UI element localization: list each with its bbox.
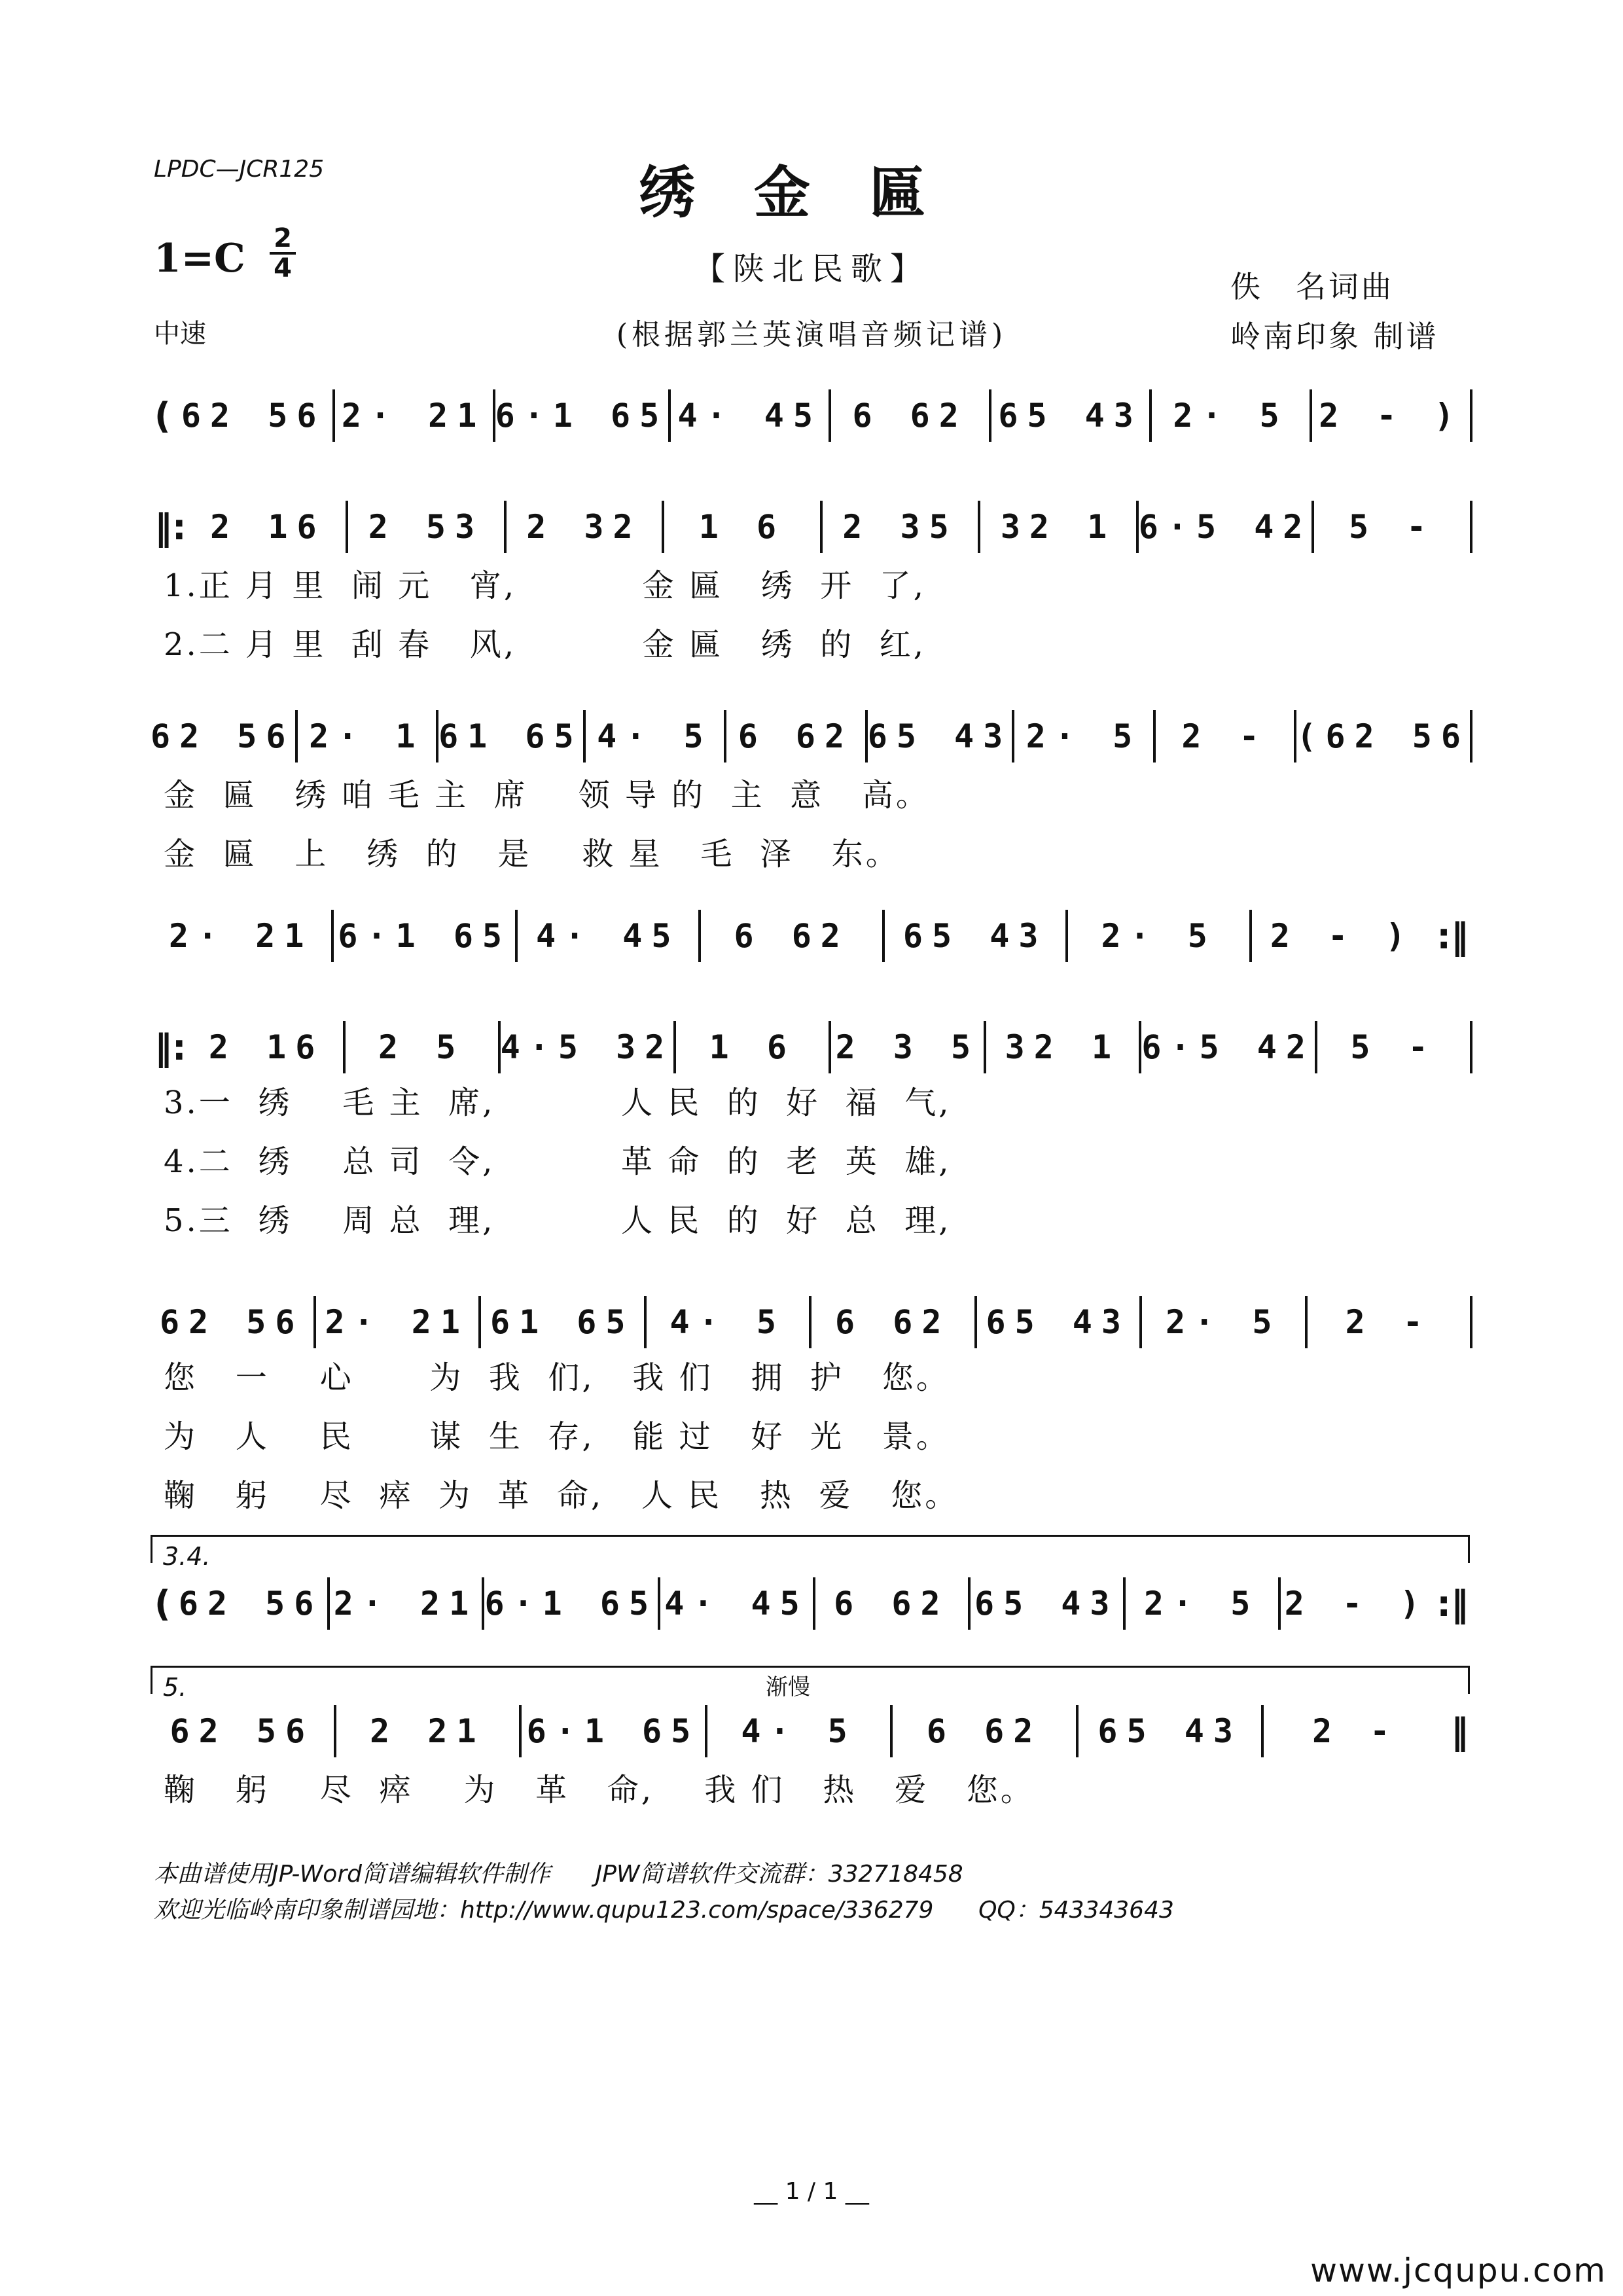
measure: 6 62 <box>738 717 854 755</box>
page-title: 绣金匾 <box>639 160 984 226</box>
barline <box>1470 1021 1472 1073</box>
measure: (62 56 <box>1296 717 1470 755</box>
measure: 2· 5 <box>1101 917 1217 955</box>
barline <box>1470 389 1472 442</box>
watermark-site: www.jcqupu.com <box>1310 2251 1607 2289</box>
notation-line <box>151 1574 1472 1633</box>
lyric-line: 金 匾 绣 咱 毛 主 席 领 导 的 主 意 高。 <box>164 777 930 814</box>
score-system <box>151 1574 1472 1633</box>
volta-bracket: 5. <box>151 1666 1470 1694</box>
measure: 6·5 42 <box>1138 508 1312 546</box>
notation-line <box>151 497 1472 556</box>
measure: 4· 5 <box>669 1303 785 1341</box>
time-signature: 2 4 <box>270 226 296 281</box>
measure: 6 62 <box>834 1585 950 1623</box>
notation-line <box>151 386 1472 445</box>
arranger-credit: 岭南印象 制谱 <box>1230 319 1439 354</box>
notation-line <box>151 1702 1472 1761</box>
measure: 2 3 5 <box>835 1028 980 1066</box>
measure: 32 1 <box>1005 1028 1121 1066</box>
measure: 1 6 <box>709 1028 796 1066</box>
measure: 2 - ) <box>1284 1585 1429 1623</box>
measure: 2· 5 <box>1166 1303 1281 1341</box>
measure: 2· 1 <box>309 717 425 755</box>
volta-bracket: 3.4. <box>151 1535 1470 1563</box>
measure: 6 62 <box>926 1712 1043 1750</box>
measure: 2 - <box>1345 1303 1432 1341</box>
lyrics-block <box>151 556 1472 674</box>
barline <box>1470 1296 1472 1348</box>
lyric-line: 1.正 月 里 闹 元 宵, 金 匾 绣 开 了, <box>164 567 927 604</box>
measure: 5 - <box>1350 1028 1437 1066</box>
measure: 4· 5 <box>597 717 713 755</box>
footer-website-note: 欢迎光临岭南印象制谱园地：http://www.qupu123.com/space/336279 QQ：543343643 <box>154 1897 1174 1924</box>
measure: 62 56 <box>159 1303 304 1341</box>
key-signature: 1=C <box>154 236 245 281</box>
measure: 2 16 <box>208 1028 325 1066</box>
measure: 61 65 <box>490 1303 635 1341</box>
notation-line <box>151 906 1472 965</box>
lyrics-block <box>151 766 1472 884</box>
measure: 2 - ) <box>1270 917 1415 955</box>
measure: 6·1 65 <box>338 917 512 955</box>
measure: 2· 21 <box>168 917 313 955</box>
score-system <box>151 1293 1472 1352</box>
notation-line <box>151 1018 1472 1077</box>
barline <box>1470 710 1472 762</box>
end-barline: ‖ <box>1451 1710 1469 1752</box>
measure: 2 35 <box>842 508 958 546</box>
lyric-line: 2.二 月 里 刮 春 风, 金 匾 绣 的 红, <box>164 626 927 663</box>
measure: 2 - ) <box>1319 397 1463 435</box>
end-barline: :‖ <box>1436 1583 1469 1624</box>
ritardando-marking: 渐慢 <box>766 1674 810 1700</box>
measure: 65 43 <box>998 397 1143 435</box>
measure: 6 62 <box>835 1303 951 1341</box>
genre-label: 【陕北民歌】 <box>693 251 929 287</box>
measure: 62 56 <box>151 717 295 755</box>
measure: 4· 5 <box>741 1712 857 1750</box>
measure: 6·5 42 <box>1141 1028 1315 1066</box>
lyrics-block <box>151 1348 1472 1525</box>
repeat-open: ( <box>154 1583 171 1624</box>
measure: 2· 21 <box>341 397 486 435</box>
lyric-line: 鞠 躬 尽 瘁 为 革 命, 人 民 热 爱 您。 <box>164 1477 959 1514</box>
measure: 6·1 65 <box>495 397 669 435</box>
measure: 65 43 <box>867 717 1012 755</box>
score-system <box>151 386 1472 445</box>
measure: 65 43 <box>986 1303 1130 1341</box>
measure: 2· 21 <box>325 1303 469 1341</box>
lyric-line: 4.二 绣 总 司 令, 革 命 的 老 英 雄, <box>164 1143 952 1180</box>
measure: 2 53 <box>368 508 484 546</box>
measure: 2 5 <box>378 1028 465 1066</box>
score-system <box>151 1702 1472 1761</box>
page-number: __ 1 / 1 __ <box>754 2178 869 2205</box>
lyric-line: 为 人 民 谋 生 存, 能 过 好 光 景。 <box>164 1418 950 1455</box>
score-system <box>151 707 1472 766</box>
lyric-line: 金 匾 上 绣 的 是 救 星 毛 泽 东。 <box>164 836 900 872</box>
measure: 2 - <box>1181 717 1268 755</box>
measure: 4· 45 <box>664 1585 809 1623</box>
lyric-line: 3.一 绣 毛 主 席, 人 民 的 好 福 气, <box>164 1085 952 1121</box>
score-system <box>151 906 1472 965</box>
composer-credit: 佚 名词曲 <box>1230 269 1394 304</box>
measure: 6 62 <box>852 397 968 435</box>
measure: 65 43 <box>902 917 1048 955</box>
measure: 2· 5 <box>1026 717 1142 755</box>
measure: 4·5 32 <box>500 1028 674 1066</box>
lyrics-block <box>151 1761 1472 1820</box>
measure: 62 56 <box>169 1712 315 1750</box>
measure: 2· 5 <box>1173 397 1289 435</box>
measure: 2· 21 <box>333 1585 478 1623</box>
measure: 32 1 <box>1000 508 1116 546</box>
score-system <box>151 497 1472 556</box>
measure: 65 43 <box>974 1585 1119 1623</box>
measure: 2 21 <box>370 1712 486 1750</box>
score-code: LPDC—JCR125 <box>154 156 325 183</box>
measure: 62 56 <box>178 1585 323 1623</box>
end-barline: :‖ <box>1436 915 1469 957</box>
measure: 6·1 65 <box>526 1712 700 1750</box>
measure: 61 65 <box>438 717 583 755</box>
repeat-open: ‖: <box>154 1026 187 1068</box>
tempo-label: 中速 <box>154 319 206 349</box>
lyric-line: 您 一 心 为 我 们, 我 们 拥 护 您。 <box>164 1359 950 1396</box>
measure: 2 - <box>1312 1712 1399 1750</box>
source-note: (根据郭兰英演唱音频记谱) <box>616 318 1007 351</box>
measure: 4· 45 <box>535 917 681 955</box>
measure: 4· 45 <box>677 397 822 435</box>
measure: 1 6 <box>698 508 786 546</box>
score-system <box>151 1018 1472 1077</box>
notation-line <box>151 707 1472 766</box>
measure: 62 56 <box>181 397 326 435</box>
measure: 65 43 <box>1097 1712 1242 1750</box>
repeat-open: ‖: <box>154 506 187 548</box>
barline <box>1470 501 1472 553</box>
lyrics-block <box>151 1073 1472 1250</box>
measure: 2 32 <box>526 508 642 546</box>
repeat-open: ( <box>154 395 171 437</box>
notation-line <box>151 1293 1472 1352</box>
measure: 5 - <box>1349 508 1436 546</box>
measure: 2 16 <box>210 508 326 546</box>
measure: 2· 5 <box>1143 1585 1260 1623</box>
measure: 6·1 65 <box>484 1585 658 1623</box>
footer-software-note: 本曲谱使用JP-Word简谱编辑软件制作 JPW简谱软件交流群：332718458 <box>154 1861 963 1888</box>
lyric-line: 5.三 绣 周 总 理, 人 民 的 好 总 理, <box>164 1202 952 1239</box>
measure: 6 62 <box>734 917 849 955</box>
lyric-line: 鞠 躬 尽 瘁 为 革 命, 我 们 热 爱 您。 <box>164 1772 1035 1808</box>
